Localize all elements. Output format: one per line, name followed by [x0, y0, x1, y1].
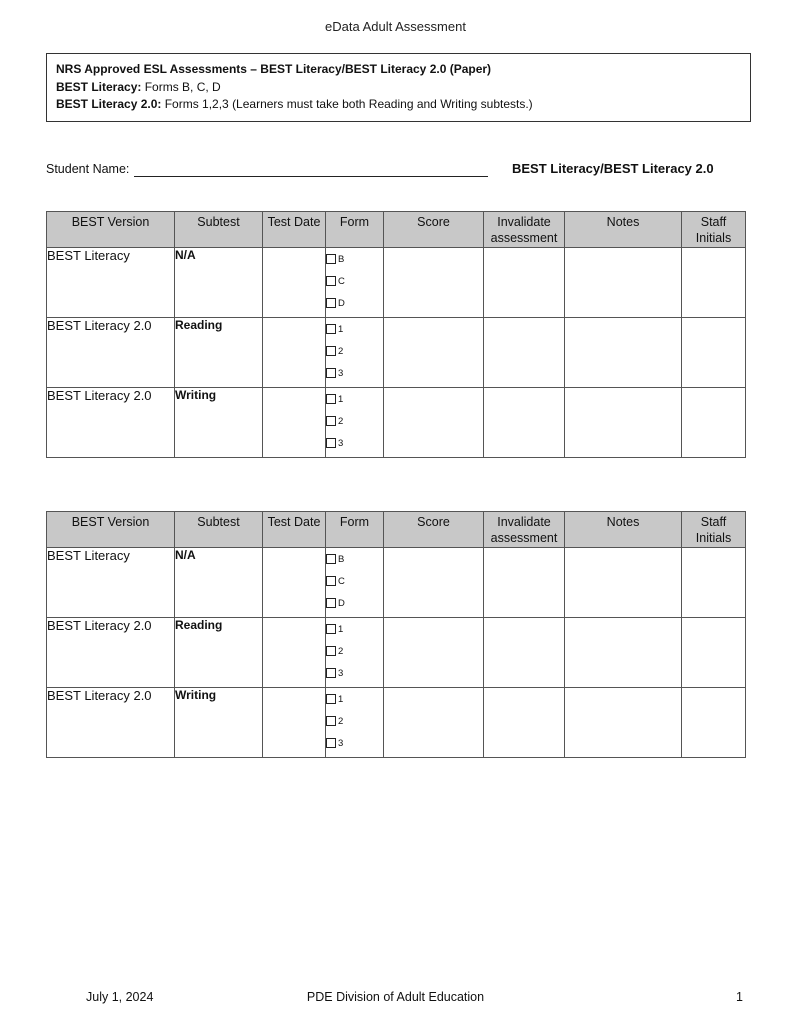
- version-cell: BEST Literacy: [47, 248, 175, 318]
- invalidate-cell[interactable]: [484, 318, 565, 388]
- form-option-label: 3: [338, 737, 344, 749]
- form-cell: [326, 248, 384, 318]
- checkbox[interactable]: [326, 276, 336, 286]
- checkbox[interactable]: [326, 554, 336, 564]
- form-option-label: B: [338, 253, 345, 265]
- form-option[interactable]: [326, 592, 383, 614]
- notes-cell[interactable]: [565, 618, 682, 688]
- form-option[interactable]: [326, 248, 383, 270]
- info-best2-label: BEST Literacy 2.0:: [56, 97, 162, 111]
- form-option-label: D: [338, 297, 345, 309]
- version-cell: BEST Literacy 2.0: [47, 618, 175, 688]
- checkbox[interactable]: [326, 394, 336, 404]
- student-name-field[interactable]: [134, 176, 488, 177]
- score-cell[interactable]: [384, 248, 484, 318]
- form-option-label: 2: [338, 715, 344, 727]
- form-option[interactable]: [326, 618, 383, 640]
- footer-organization: PDE Division of Adult Education: [306, 990, 485, 1004]
- form-option-label: 1: [338, 393, 344, 405]
- col-best-version: BEST Version: [47, 212, 175, 248]
- test-date-cell[interactable]: [263, 618, 326, 688]
- col-invalidate: Invalidate assessment: [484, 512, 565, 548]
- form-option[interactable]: [326, 432, 383, 454]
- col-test-date: Test Date: [263, 512, 326, 548]
- staff-initials-cell[interactable]: [682, 548, 746, 618]
- col-form: Form: [326, 212, 384, 248]
- checkbox[interactable]: [326, 646, 336, 656]
- table-row: [47, 548, 746, 618]
- notes-cell[interactable]: [565, 688, 682, 758]
- form-option[interactable]: [326, 710, 383, 732]
- form-option[interactable]: [326, 640, 383, 662]
- table-row: [47, 388, 746, 458]
- checkbox[interactable]: [326, 716, 336, 726]
- invalidate-cell[interactable]: [484, 548, 565, 618]
- form-option[interactable]: [326, 388, 383, 410]
- subtest-cell: Reading: [175, 618, 263, 688]
- invalidate-cell[interactable]: [484, 618, 565, 688]
- col-best-version: BEST Version: [47, 512, 175, 548]
- form-cell: [326, 618, 384, 688]
- col-staff-initials: Staff Initials: [682, 212, 746, 248]
- checkbox[interactable]: [326, 346, 336, 356]
- form-option[interactable]: [326, 410, 383, 432]
- footer-date: July 1, 2024: [86, 990, 154, 1004]
- col-invalidate: Invalidate assessment: [484, 212, 565, 248]
- form-option[interactable]: [326, 318, 383, 340]
- version-cell: BEST Literacy 2.0: [47, 318, 175, 388]
- invalidate-cell[interactable]: [484, 688, 565, 758]
- form-option-label: 1: [338, 323, 344, 335]
- form-option-label: C: [338, 575, 345, 587]
- score-cell[interactable]: [384, 388, 484, 458]
- col-notes: Notes: [565, 512, 682, 548]
- subtest-cell: Writing: [175, 688, 263, 758]
- table-row: [47, 318, 746, 388]
- score-cell[interactable]: [384, 688, 484, 758]
- form-option-label: 1: [338, 623, 344, 635]
- subtest-cell: Reading: [175, 318, 263, 388]
- form-option[interactable]: [326, 570, 383, 592]
- page-header: eData Adult Assessment: [325, 19, 466, 34]
- score-cell[interactable]: [384, 548, 484, 618]
- form-option-label: 3: [338, 667, 344, 679]
- score-cell[interactable]: [384, 618, 484, 688]
- assessment-table-2: [46, 511, 746, 758]
- document-heading: BEST Literacy/BEST Literacy 2.0: [512, 161, 714, 176]
- col-subtest: Subtest: [175, 212, 263, 248]
- checkbox[interactable]: [326, 438, 336, 448]
- form-option-label: 2: [338, 645, 344, 657]
- staff-initials-cell[interactable]: [682, 388, 746, 458]
- form-option-label: C: [338, 275, 345, 287]
- form-option-label: 3: [338, 367, 344, 379]
- version-cell: BEST Literacy 2.0: [47, 388, 175, 458]
- form-option[interactable]: [326, 688, 383, 710]
- info-best2-forms: Forms 1,2,3 (Learners must take both Reading and Writing subtests.): [161, 97, 533, 111]
- form-option-label: 3: [338, 437, 344, 449]
- checkbox[interactable]: [326, 324, 336, 334]
- score-cell[interactable]: [384, 318, 484, 388]
- invalidate-cell[interactable]: [484, 388, 565, 458]
- form-option[interactable]: [326, 270, 383, 292]
- test-date-cell[interactable]: [263, 688, 326, 758]
- checkbox[interactable]: [326, 694, 336, 704]
- form-option[interactable]: [326, 340, 383, 362]
- table-row: [47, 688, 746, 758]
- test-date-cell[interactable]: [263, 318, 326, 388]
- form-option[interactable]: [326, 292, 383, 314]
- test-date-cell[interactable]: [263, 248, 326, 318]
- table-header-row: [47, 212, 746, 248]
- student-name-row: [46, 162, 751, 180]
- form-option[interactable]: [326, 732, 383, 754]
- invalidate-cell[interactable]: [484, 248, 565, 318]
- checkbox[interactable]: [326, 624, 336, 634]
- table-header-row: [47, 512, 746, 548]
- table-row: [47, 618, 746, 688]
- subtest-cell: N/A: [175, 548, 263, 618]
- version-cell: BEST Literacy: [47, 548, 175, 618]
- student-name-label: Student Name:: [46, 162, 130, 176]
- form-option-label: 2: [338, 415, 344, 427]
- form-cell: [326, 318, 384, 388]
- checkbox[interactable]: [326, 668, 336, 678]
- col-staff-initials: Staff Initials: [682, 512, 746, 548]
- table-row: [47, 248, 746, 318]
- test-date-cell[interactable]: [263, 388, 326, 458]
- checkbox[interactable]: [326, 368, 336, 378]
- checkbox[interactable]: [326, 576, 336, 586]
- checkbox[interactable]: [326, 298, 336, 308]
- form-cell: [326, 548, 384, 618]
- info-best-label: BEST Literacy:: [56, 79, 142, 94]
- version-cell: BEST Literacy 2.0: [47, 688, 175, 758]
- form-option-label: 1: [338, 693, 344, 705]
- staff-initials-cell[interactable]: [682, 618, 746, 688]
- checkbox[interactable]: [326, 598, 336, 608]
- col-score: Score: [384, 512, 484, 548]
- form-option-label: 2: [338, 345, 344, 357]
- checkbox[interactable]: [326, 254, 336, 264]
- col-score: Score: [384, 212, 484, 248]
- subtest-cell: N/A: [175, 248, 263, 318]
- form-cell: [326, 388, 384, 458]
- info-box: [46, 53, 751, 122]
- subtest-cell: Writing: [175, 388, 263, 458]
- notes-cell[interactable]: [565, 548, 682, 618]
- form-option-label: D: [338, 597, 345, 609]
- form-option-label: B: [338, 553, 345, 565]
- test-date-cell[interactable]: [263, 548, 326, 618]
- staff-initials-cell[interactable]: [682, 318, 746, 388]
- form-option[interactable]: [326, 362, 383, 384]
- staff-initials-cell[interactable]: [682, 248, 746, 318]
- form-option[interactable]: [326, 662, 383, 684]
- form-cell: [326, 688, 384, 758]
- info-title: NRS Approved ESL Assessments – BEST Literacy/BEST Literacy 2.0 (Paper): [56, 62, 492, 76]
- page-number: 1: [736, 990, 743, 1004]
- notes-cell[interactable]: [565, 318, 682, 388]
- assessment-table-1: [46, 211, 746, 458]
- col-notes: Notes: [565, 212, 682, 248]
- checkbox[interactable]: [326, 738, 336, 748]
- info-best-forms: Forms B, C, D: [141, 79, 221, 94]
- col-test-date: Test Date: [263, 212, 326, 248]
- form-option[interactable]: [326, 548, 383, 570]
- notes-cell[interactable]: [565, 388, 682, 458]
- col-form: Form: [326, 512, 384, 548]
- col-subtest: Subtest: [175, 512, 263, 548]
- checkbox[interactable]: [326, 416, 336, 426]
- notes-cell[interactable]: [565, 248, 682, 318]
- staff-initials-cell[interactable]: [682, 688, 746, 758]
